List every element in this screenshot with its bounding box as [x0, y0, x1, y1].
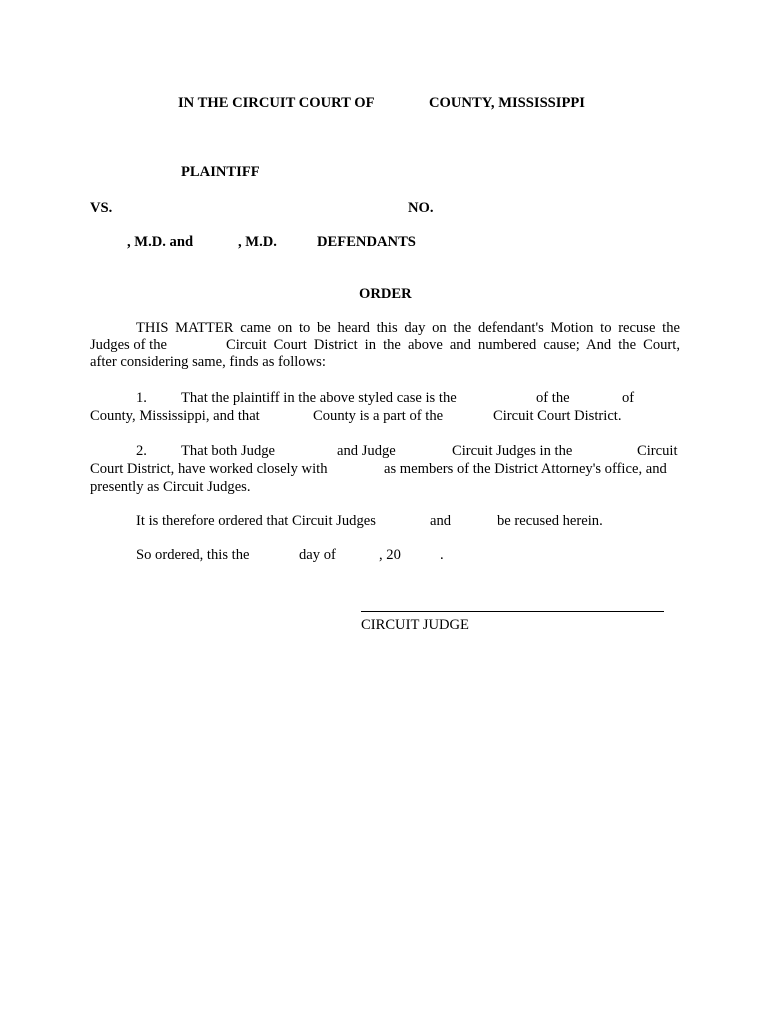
order-title: ORDER	[359, 286, 412, 302]
so-ordered-a: So ordered, this the	[136, 547, 250, 563]
finding-1-number: 1.	[136, 390, 147, 406]
intro-line-3: after considering same, finds as follows:	[90, 354, 326, 370]
finding-2-line-1-a: That both Judge	[181, 443, 276, 459]
case-number-label: NO.	[408, 200, 434, 216]
signature-line	[361, 611, 664, 612]
finding-1-line-2-c: Circuit Court District.	[493, 408, 622, 424]
finding-2-number: 2.	[136, 443, 147, 459]
finding-2-line-1-b: and Judge	[337, 443, 396, 459]
finding-1-line-2-b: County is a part of the	[313, 408, 444, 424]
ordered-text-c: be recused herein.	[497, 513, 603, 529]
finding-2-line-1-c: Circuit Judges in the	[452, 443, 573, 459]
defendant-md-2: , M.D.	[238, 234, 277, 250]
finding-2-line-2-a: Court District, have worked closely with	[90, 461, 328, 477]
intro-line-1-text: THIS MATTER came on to be heard this day on the defendant's Motion to recuse the	[136, 320, 680, 336]
finding-2-line-1-d: Circuit	[637, 443, 678, 459]
so-ordered-d: .	[440, 547, 444, 563]
court-name-suffix: COUNTY, MISSISSIPPI	[429, 95, 585, 111]
so-ordered-c: , 20	[379, 547, 401, 563]
finding-1-line-1-a: That the plaintiff in the above styled case is the	[181, 390, 457, 406]
court-name-prefix: IN THE CIRCUIT COURT OF	[178, 95, 375, 111]
finding-2-line-2-b: as members of the District Attorney's office, and	[384, 461, 667, 477]
ordered-text-b: and	[430, 513, 452, 529]
intro-line-2-a: Judges of the	[90, 337, 168, 353]
intro-line-2-b: Circuit Court District in the above and numbered cause; And the Court,	[226, 337, 680, 353]
finding-1-line-2-a: County, Mississippi, and that	[90, 408, 260, 424]
plaintiff-label: PLAINTIFF	[181, 164, 260, 180]
so-ordered-b: day of	[299, 547, 336, 563]
intro-paragraph	[90, 320, 680, 371]
circuit-judge-label: CIRCUIT JUDGE	[361, 617, 469, 633]
defendants-label: DEFENDANTS	[317, 234, 416, 250]
ordered-text-a: It is therefore ordered that Circuit Judges	[136, 513, 376, 529]
defendant-md-1: , M.D. and	[127, 234, 194, 250]
finding-2-line-3: presently as Circuit Judges.	[90, 479, 251, 495]
intro-line-1	[90, 320, 680, 337]
vs-label: VS.	[90, 200, 113, 216]
intro-line-2	[90, 337, 680, 354]
finding-1-line-1-b: of the	[536, 390, 570, 406]
finding-1-line-1-c: of	[622, 390, 635, 406]
